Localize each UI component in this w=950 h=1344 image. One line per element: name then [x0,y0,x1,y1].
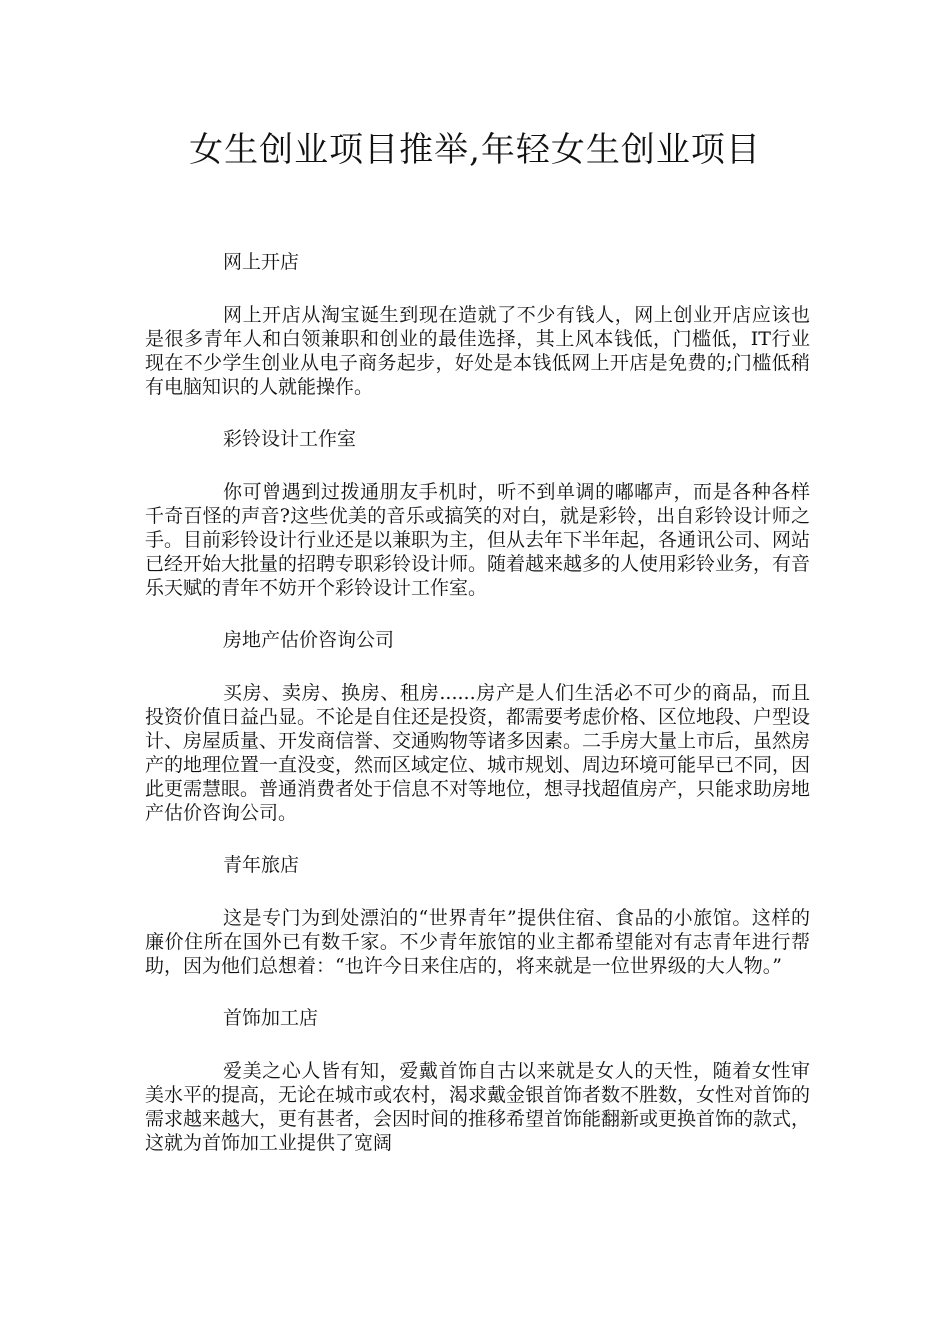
section-body-online-shop: 网上开店从淘宝诞生到现在造就了不少有钱人，网上创业开店应该也是很多青年人和白领兼职和创业的最佳选择，其上风本钱低，门槛低，IT行业现在不少学生创业从电子商务起步，好处是本钱低网上开店是免费的;门槛低稍有电脑知识的人就能操作。 [145,304,810,398]
section-heading-jewelry-shop: 首饰加工店 [223,1007,319,1029]
section-heading-youth-hostel: 青年旅店 [223,854,300,876]
page-title: 女生创业项目推举,年轻女生创业项目 [189,130,761,170]
section-heading-real-estate-appraisal: 房地产估价咨询公司 [223,629,395,651]
document-body [145,246,810,1179]
section-body-jewelry-shop: 爱美之心人皆有知，爱戴首饰自古以来就是女人的天性，随着女性审美水平的提高，无论在城市或农村，渴求戴金银首饰者数不胜数，女性对首饰的需求越来越大，更有甚者，会因时间的推移希望首饰能翻新或更换首饰的款式，这就为首饰加工业提供了宽阔 [145,1060,811,1154]
section-heading-online-shop: 网上开店 [223,251,300,273]
section-body-ringtone-studio: 你可曾遇到过拨通朋友手机时，听不到单调的嘟嘟声，而是各种各样千奇百怪的声音?这些优美的音乐或搞笑的对白，就是彩铃，出自彩铃设计师之手。目前彩铃设计行业还是以兼职为主，但从去年下半年起，各通讯公司、网站已经开始大批量的招聘专职彩铃设计师。随着越来越多的人使用彩铃业务，有音乐天赋的青年不妨开个彩铃设计工作室。 [145,481,811,599]
section-body-real-estate-appraisal: 买房、卖房、换房、租房......房产是人们生活必不可少的商品，而且投资价值日益凸显。不论是自住还是投资，都需要考虑价格、区位地段、户型设计、房屋质量、开发商信誉、交通购物等诸多因素。二手房大量上市后，虽然房产的地理位置一直没变，然而区域定位、城市规划、周边环境可能早已不同，因此更需慧眼。普通消费者处于信息不对等地位，想寻找超值房产，只能求助房地产估价咨询公司。 [145,682,811,824]
section-body-youth-hostel: 这是专门为到处漂泊的“世界青年”提供住宿、食品的小旅馆。这样的廉价住所在国外已有数千家。不少青年旅馆的业主都希望能对有志青年进行帮助，因为他们总想着：“也许今日来住店的，将来就是一位世界级的大人物。” [145,907,810,977]
section-heading-ringtone-studio: 彩铃设计工作室 [223,428,357,450]
